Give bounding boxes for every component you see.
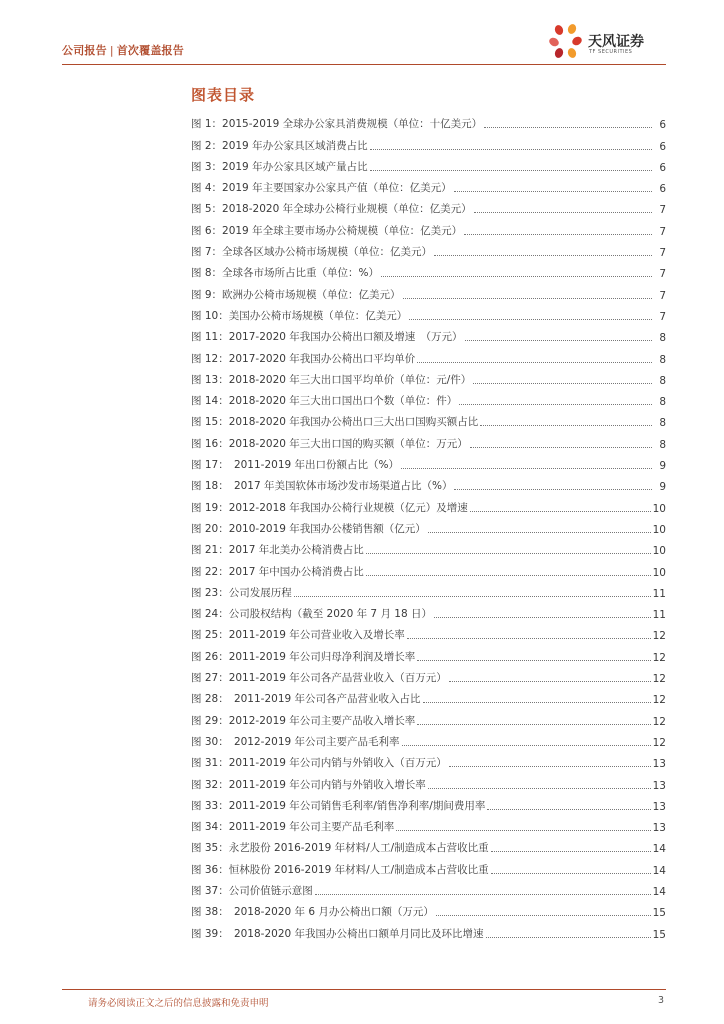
- header-report-type: 公司报告: [62, 44, 107, 57]
- toc-entry-label: 图 24：公司股权结构（截至 2020 年 7 月 18 日）: [191, 608, 432, 621]
- toc-entry[interactable]: [191, 536, 666, 557]
- toc-dot-leader: [294, 596, 651, 597]
- toc-entry[interactable]: [191, 174, 666, 195]
- toc-dot-leader: [486, 937, 651, 938]
- toc-dot-leader: [474, 212, 652, 213]
- logo-petal: [554, 47, 565, 59]
- toc-entry-page: 14: [652, 843, 666, 856]
- toc-dot-leader: [407, 638, 651, 639]
- toc-entry-label: 图 28： 2011-2019 年公司各产品营业收入占比: [191, 693, 421, 706]
- toc-dot-leader: [449, 766, 651, 767]
- toc-entry-page: 6: [659, 140, 666, 153]
- toc-entry-page: 7: [659, 204, 666, 217]
- toc-entry-label: 图 33：2011-2019 年公司销售毛利率/销售净利率/期间费用率: [191, 799, 486, 812]
- toc-entry-label: 图 37：公司价值链示意图: [191, 884, 313, 897]
- toc-entry[interactable]: [191, 877, 666, 898]
- toc-entry-label: 图 9：欧洲办公椅市场规模（单位：亿美元）: [191, 288, 401, 301]
- toc-entry-page: 9: [659, 481, 666, 494]
- toc-entry-label: 图 12：2017-2020 年我国办公椅出口平均单价: [191, 352, 416, 365]
- toc-entry-page: 12: [652, 651, 666, 664]
- footer-divider: [62, 989, 666, 990]
- toc-entry-label: 图 39： 2018-2020 年我国办公椅出口额单月同比及环比增速: [191, 927, 484, 940]
- toc-entry[interactable]: [191, 749, 666, 770]
- toc-entry-label: 图 4：2019 年主要国家办公家具产值（单位：亿美元）: [191, 182, 452, 195]
- toc-entry[interactable]: [191, 898, 666, 919]
- toc-entry[interactable]: [191, 642, 666, 663]
- toc-entry[interactable]: [191, 429, 666, 450]
- toc-entry-label: 图 16：2018-2020 年三大出口国的购买额（单位：万元）: [191, 437, 468, 450]
- disclaimer-note: 请务必阅读正文之后的信息披露和免责申明: [88, 998, 269, 1009]
- toc-entry[interactable]: [191, 344, 666, 365]
- logo-name: 天风证券: [588, 34, 644, 50]
- toc-entry-label: 图 30： 2012-2019 年公司主要产品毛利率: [191, 735, 400, 748]
- toc-dot-leader: [366, 575, 651, 576]
- toc-entry-page: 6: [659, 119, 666, 132]
- toc-entry[interactable]: [191, 493, 666, 514]
- toc-entry-label: 图 1：2015-2019 全球办公家具消费规模（单位：十亿美元）: [191, 118, 483, 131]
- toc-dot-leader: [428, 532, 651, 533]
- toc-entry[interactable]: [191, 387, 666, 408]
- logo-petal: [567, 23, 578, 35]
- toc-entry-page: 14: [652, 864, 666, 877]
- toc-dot-leader: [454, 489, 652, 490]
- toc-dot-leader: [417, 362, 652, 363]
- toc-entry-label: 图 21：2017 年北美办公椅消费占比: [191, 544, 364, 557]
- toc-entry[interactable]: [191, 792, 666, 813]
- toc-entry-label: 图 20：2010-2019 年我国办公楼销售额（亿元）: [191, 522, 426, 535]
- logo-petal: [567, 47, 578, 59]
- toc-entry-page: 8: [659, 438, 666, 451]
- toc-entry[interactable]: [191, 238, 666, 259]
- toc-dot-leader: [417, 724, 650, 725]
- toc-entry[interactable]: [191, 451, 666, 472]
- toc-entry-page: 8: [659, 353, 666, 366]
- toc-entry-page: 10: [652, 523, 666, 536]
- toc-entry-page: 6: [659, 183, 666, 196]
- toc-entry[interactable]: [191, 153, 666, 174]
- toc-entry-page: 10: [652, 566, 666, 579]
- toc-dot-leader: [370, 149, 652, 150]
- toc-title: 图表目录: [191, 86, 256, 104]
- toc-entry-page: 12: [652, 736, 666, 749]
- toc-entry-page: 7: [659, 289, 666, 302]
- toc-dot-leader: [464, 234, 652, 235]
- toc-entry-page: 13: [652, 800, 666, 813]
- toc-entry-label: 图 19：2012-2018 年我国办公椅行业规模（亿元）及增速: [191, 501, 468, 514]
- flower-logo-icon: [548, 22, 584, 64]
- toc-entry-page: 11: [652, 609, 666, 622]
- toc-dot-leader: [434, 255, 652, 256]
- toc-entry[interactable]: [191, 216, 666, 237]
- toc-entry-page: 12: [652, 630, 666, 643]
- toc-dot-leader: [428, 788, 651, 789]
- toc-dot-leader: [491, 873, 651, 874]
- toc-entry[interactable]: [191, 728, 666, 749]
- toc-dot-leader: [423, 702, 651, 703]
- report-header: [62, 42, 184, 58]
- toc-dot-leader: [402, 745, 651, 746]
- toc-entry-label: 图 2：2019 年办公家具区域消费占比: [191, 139, 368, 152]
- toc-entry-label: 图 29：2012-2019 年公司主要产品收入增长率: [191, 714, 416, 727]
- toc-dot-leader: [403, 298, 652, 299]
- toc-entry-label: 图 13：2018-2020 年三大出口国平均单价（单位：元/件）: [191, 373, 472, 386]
- toc-entry[interactable]: [191, 280, 666, 301]
- toc-entry-label: 图 32：2011-2019 年公司内销与外销收入增长率: [191, 778, 426, 791]
- toc-entry-page: 12: [652, 715, 666, 728]
- toc-entry[interactable]: [191, 557, 666, 578]
- toc-entry-page: 10: [652, 545, 666, 558]
- toc-entry[interactable]: [191, 664, 666, 685]
- toc-entry-label: 图 15：2018-2020 年我国办公椅出口三大出口国购买额占比: [191, 416, 479, 429]
- toc-entry-label: 图 11：2017-2020 年我国办公椅出口额及增速 （万元）: [191, 331, 463, 344]
- toc-dot-leader: [470, 447, 652, 448]
- toc-entry-label: 图 34：2011-2019 年公司主要产品毛利率: [191, 821, 395, 834]
- toc-dot-leader: [484, 127, 652, 128]
- logo-petal: [554, 24, 565, 36]
- toc-entry[interactable]: [191, 770, 666, 791]
- toc-entry-page: 7: [659, 310, 666, 323]
- toc-entry-page: 12: [652, 694, 666, 707]
- toc-entry[interactable]: [191, 855, 666, 876]
- toc-entry-page: 8: [659, 396, 666, 409]
- toc-entry-page: 6: [659, 161, 666, 174]
- logo-center: [562, 38, 570, 46]
- toc-entry-label: 图 8：全球各市场所占比重（单位：%）: [191, 267, 379, 280]
- toc-entry-label: 图 26：2011-2019 年公司归母净利润及增长率: [191, 650, 416, 663]
- toc-entry-label: 图 6：2019 年全球主要市场办公椅规模（单位：亿美元）: [191, 224, 463, 237]
- toc-entry-label: 图 18： 2017 年美国软体市场沙发市场渠道占比（%）: [191, 480, 453, 493]
- toc-entry-page: 10: [652, 502, 666, 515]
- toc-entry-page: 12: [652, 673, 666, 686]
- toc-entry-page: 7: [659, 225, 666, 238]
- toc-entry[interactable]: [191, 685, 666, 706]
- figure-toc-list: [191, 110, 666, 941]
- toc-entry-label: 图 25：2011-2019 年公司营业收入及增长率: [191, 629, 405, 642]
- toc-entry-label: 图 14：2018-2020 年三大出口国出口个数（单位：件）: [191, 395, 458, 408]
- toc-entry-page: 13: [652, 758, 666, 771]
- toc-entry-page: 9: [659, 460, 666, 473]
- header-divider: [62, 64, 666, 65]
- toc-dot-leader: [381, 276, 652, 277]
- toc-entry[interactable]: [191, 302, 666, 323]
- toc-entry-label: 图 22：2017 年中国办公椅消费占比: [191, 565, 364, 578]
- toc-entry[interactable]: [191, 621, 666, 642]
- toc-entry[interactable]: [191, 366, 666, 387]
- toc-entry-label: 图 23：公司发展历程: [191, 586, 292, 599]
- toc-entry-page: 7: [659, 247, 666, 260]
- toc-entry-page: 8: [659, 417, 666, 430]
- toc-entry-label: 图 31：2011-2019 年公司内销与外销收入（百万元）: [191, 757, 447, 770]
- toc-dot-leader: [396, 830, 650, 831]
- toc-entry-page: 14: [652, 885, 666, 898]
- toc-dot-leader: [434, 617, 651, 618]
- toc-dot-leader: [436, 915, 651, 916]
- toc-dot-leader: [409, 319, 652, 320]
- toc-entry[interactable]: [191, 706, 666, 727]
- toc-entry-page: 8: [659, 332, 666, 345]
- toc-dot-leader: [366, 553, 651, 554]
- toc-entry-page: 7: [659, 268, 666, 281]
- toc-entry[interactable]: [191, 579, 666, 600]
- toc-dot-leader: [454, 191, 652, 192]
- logo-petal: [548, 36, 560, 48]
- toc-dot-leader: [487, 809, 650, 810]
- toc-dot-leader: [473, 383, 652, 384]
- logo-subtitle: TF SECURITIES: [589, 49, 633, 55]
- toc-dot-leader: [465, 340, 652, 341]
- toc-dot-leader: [491, 851, 651, 852]
- toc-entry[interactable]: [191, 834, 666, 855]
- toc-entry[interactable]: [191, 195, 666, 216]
- toc-entry-label: 图 10：美国办公椅市场规模（单位：亿美元）: [191, 309, 408, 322]
- toc-entry-label: 图 7：全球各区域办公椅市场规模（单位：亿美元）: [191, 246, 433, 259]
- company-logo: [548, 22, 668, 64]
- toc-dot-leader: [459, 404, 652, 405]
- toc-entry-page: 11: [652, 587, 666, 600]
- toc-dot-leader: [470, 511, 651, 512]
- toc-dot-leader: [401, 468, 652, 469]
- toc-entry-label: 图 3：2019 年办公家具区域产量占比: [191, 160, 368, 173]
- toc-entry[interactable]: [191, 600, 666, 621]
- toc-dot-leader: [370, 170, 652, 171]
- toc-entry[interactable]: [191, 110, 666, 131]
- toc-entry-label: 图 35：永艺股份 2016-2019 年材料/人工/制造成本占营收比重: [191, 842, 489, 855]
- header-separator: |: [109, 44, 114, 57]
- toc-entry-page: 15: [652, 907, 666, 920]
- logo-petal: [571, 35, 584, 47]
- toc-entry-label: 图 27：2011-2019 年公司各产品营业收入（百万元）: [191, 672, 447, 685]
- toc-entry-label: 图 38： 2018-2020 年 6 月办公椅出口额（万元）: [191, 906, 434, 919]
- toc-entry-page: 13: [652, 822, 666, 835]
- toc-entry-label: 图 17： 2011-2019 年出口份额占比（%）: [191, 459, 399, 472]
- toc-dot-leader: [315, 894, 651, 895]
- toc-dot-leader: [449, 681, 651, 682]
- toc-entry[interactable]: [191, 259, 666, 280]
- page-number: 3: [657, 995, 664, 1006]
- toc-entry-label: 图 5：2018-2020 年全球办公椅行业规模（单位：亿美元）: [191, 203, 472, 216]
- toc-entry[interactable]: [191, 323, 666, 344]
- toc-entry[interactable]: [191, 919, 666, 940]
- toc-entry-label: 图 36：恒林股份 2016-2019 年材料/人工/制造成本占营收比重: [191, 863, 489, 876]
- toc-entry[interactable]: [191, 131, 666, 152]
- toc-entry[interactable]: [191, 408, 666, 429]
- toc-dot-leader: [480, 425, 652, 426]
- header-report-subtype: 首次覆盖报告: [116, 44, 184, 57]
- toc-dot-leader: [417, 660, 650, 661]
- toc-entry-page: 13: [652, 779, 666, 792]
- toc-entry[interactable]: [191, 515, 666, 536]
- toc-entry[interactable]: [191, 472, 666, 493]
- toc-entry-page: 15: [652, 928, 666, 941]
- toc-entry[interactable]: [191, 813, 666, 834]
- toc-entry-page: 8: [659, 374, 666, 387]
